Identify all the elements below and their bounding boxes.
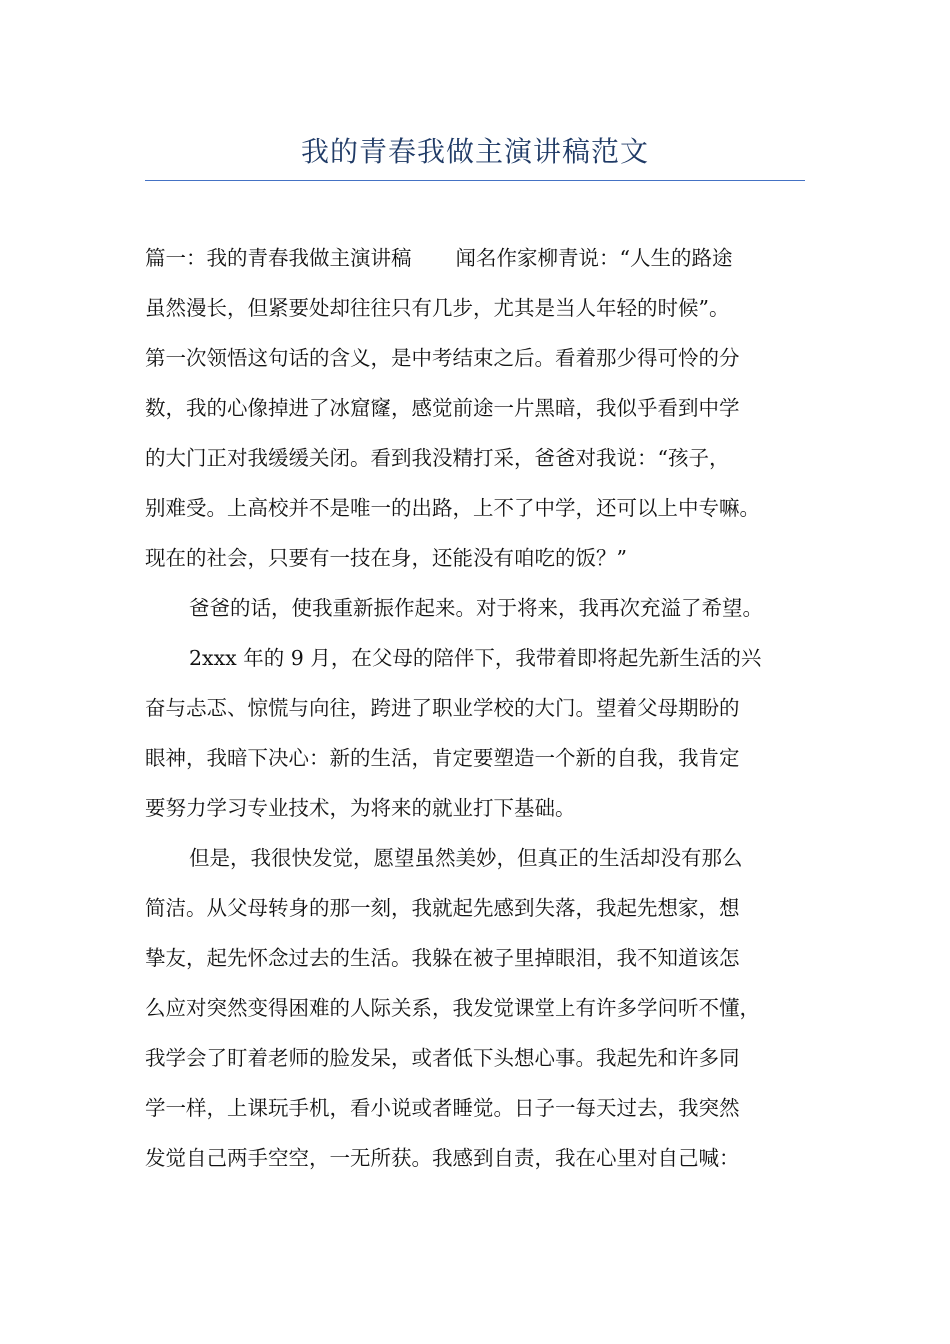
text-line: 虽然漫长，但紧要处却往往只有几步，尤其是当人年轻的时候”。 [145,296,730,320]
text-line: 第一次领悟这句话的含义，是中考结束之后。看着那少得可怜的分 [145,346,740,370]
text-line: 学一样，上课玩手机，看小说或者睡觉。日子一每天过去，我突然 [145,1096,740,1120]
document-body [145,233,805,1183]
text-line: 数，我的心像掉进了冰窟窿，感觉前途一片黑暗，我似乎看到中学 [145,396,740,420]
text-line: 别难受。上高校并不是唯一的出路，上不了中学，还可以上中专嘛。 [145,496,760,520]
title-underline [145,180,805,181]
text-line: 简洁。从父母转身的那一刻，我就起先感到失落，我起先想家，想 [145,896,740,920]
text-line: 挚友，起先怀念过去的生活。我躲在被子里掉眼泪，我不知道该怎 [145,946,740,970]
text-line: 奋与忐忑、惊慌与向往，跨进了职业学校的大门。望着父母期盼的 [145,696,740,720]
text-line: 发觉自己两手空空，一无所获。我感到自责，我在心里对自己喊： [145,1146,740,1170]
text-line: 么应对突然变得困难的人际关系，我发觉课堂上有许多学问听不懂， [145,996,760,1020]
paragraph-first-line: 2xxx 年的 9 月，在父母的陪伴下，我带着即将起先新生活的兴 [189,646,762,670]
text-line-content: 闻名作家柳青说：“人生的路途 [455,246,733,270]
paragraph-first-line: 但是，我很快发觉，愿望虽然美妙，但真正的生活却没有那么 [189,846,743,870]
paragraph-first-line: 爸爸的话，使我重新振作起来。对于将来，我再次充溢了希望。 [189,596,763,620]
text-line: 要努力学习专业技术，为将来的就业打下基础。 [145,796,576,820]
section-heading: 篇一：我的青春我做主演讲稿 [145,246,412,270]
text-line: 眼神，我暗下决心：新的生活，肯定要塑造一个新的自我，我肯定 [145,746,740,770]
text-line: 我学会了盯着老师的脸发呆，或者低下头想心事。我起先和许多同 [145,1046,740,1070]
document-title: 我的青春我做主演讲稿范文 [300,135,649,168]
text-line [145,233,805,283]
text-line: 现在的社会，只要有一技在身，还能没有咱吃的饭？” [145,546,627,570]
text-line: 的大门正对我缓缓关闭。看到我没精打采，爸爸对我说：“孩子， [145,446,730,470]
